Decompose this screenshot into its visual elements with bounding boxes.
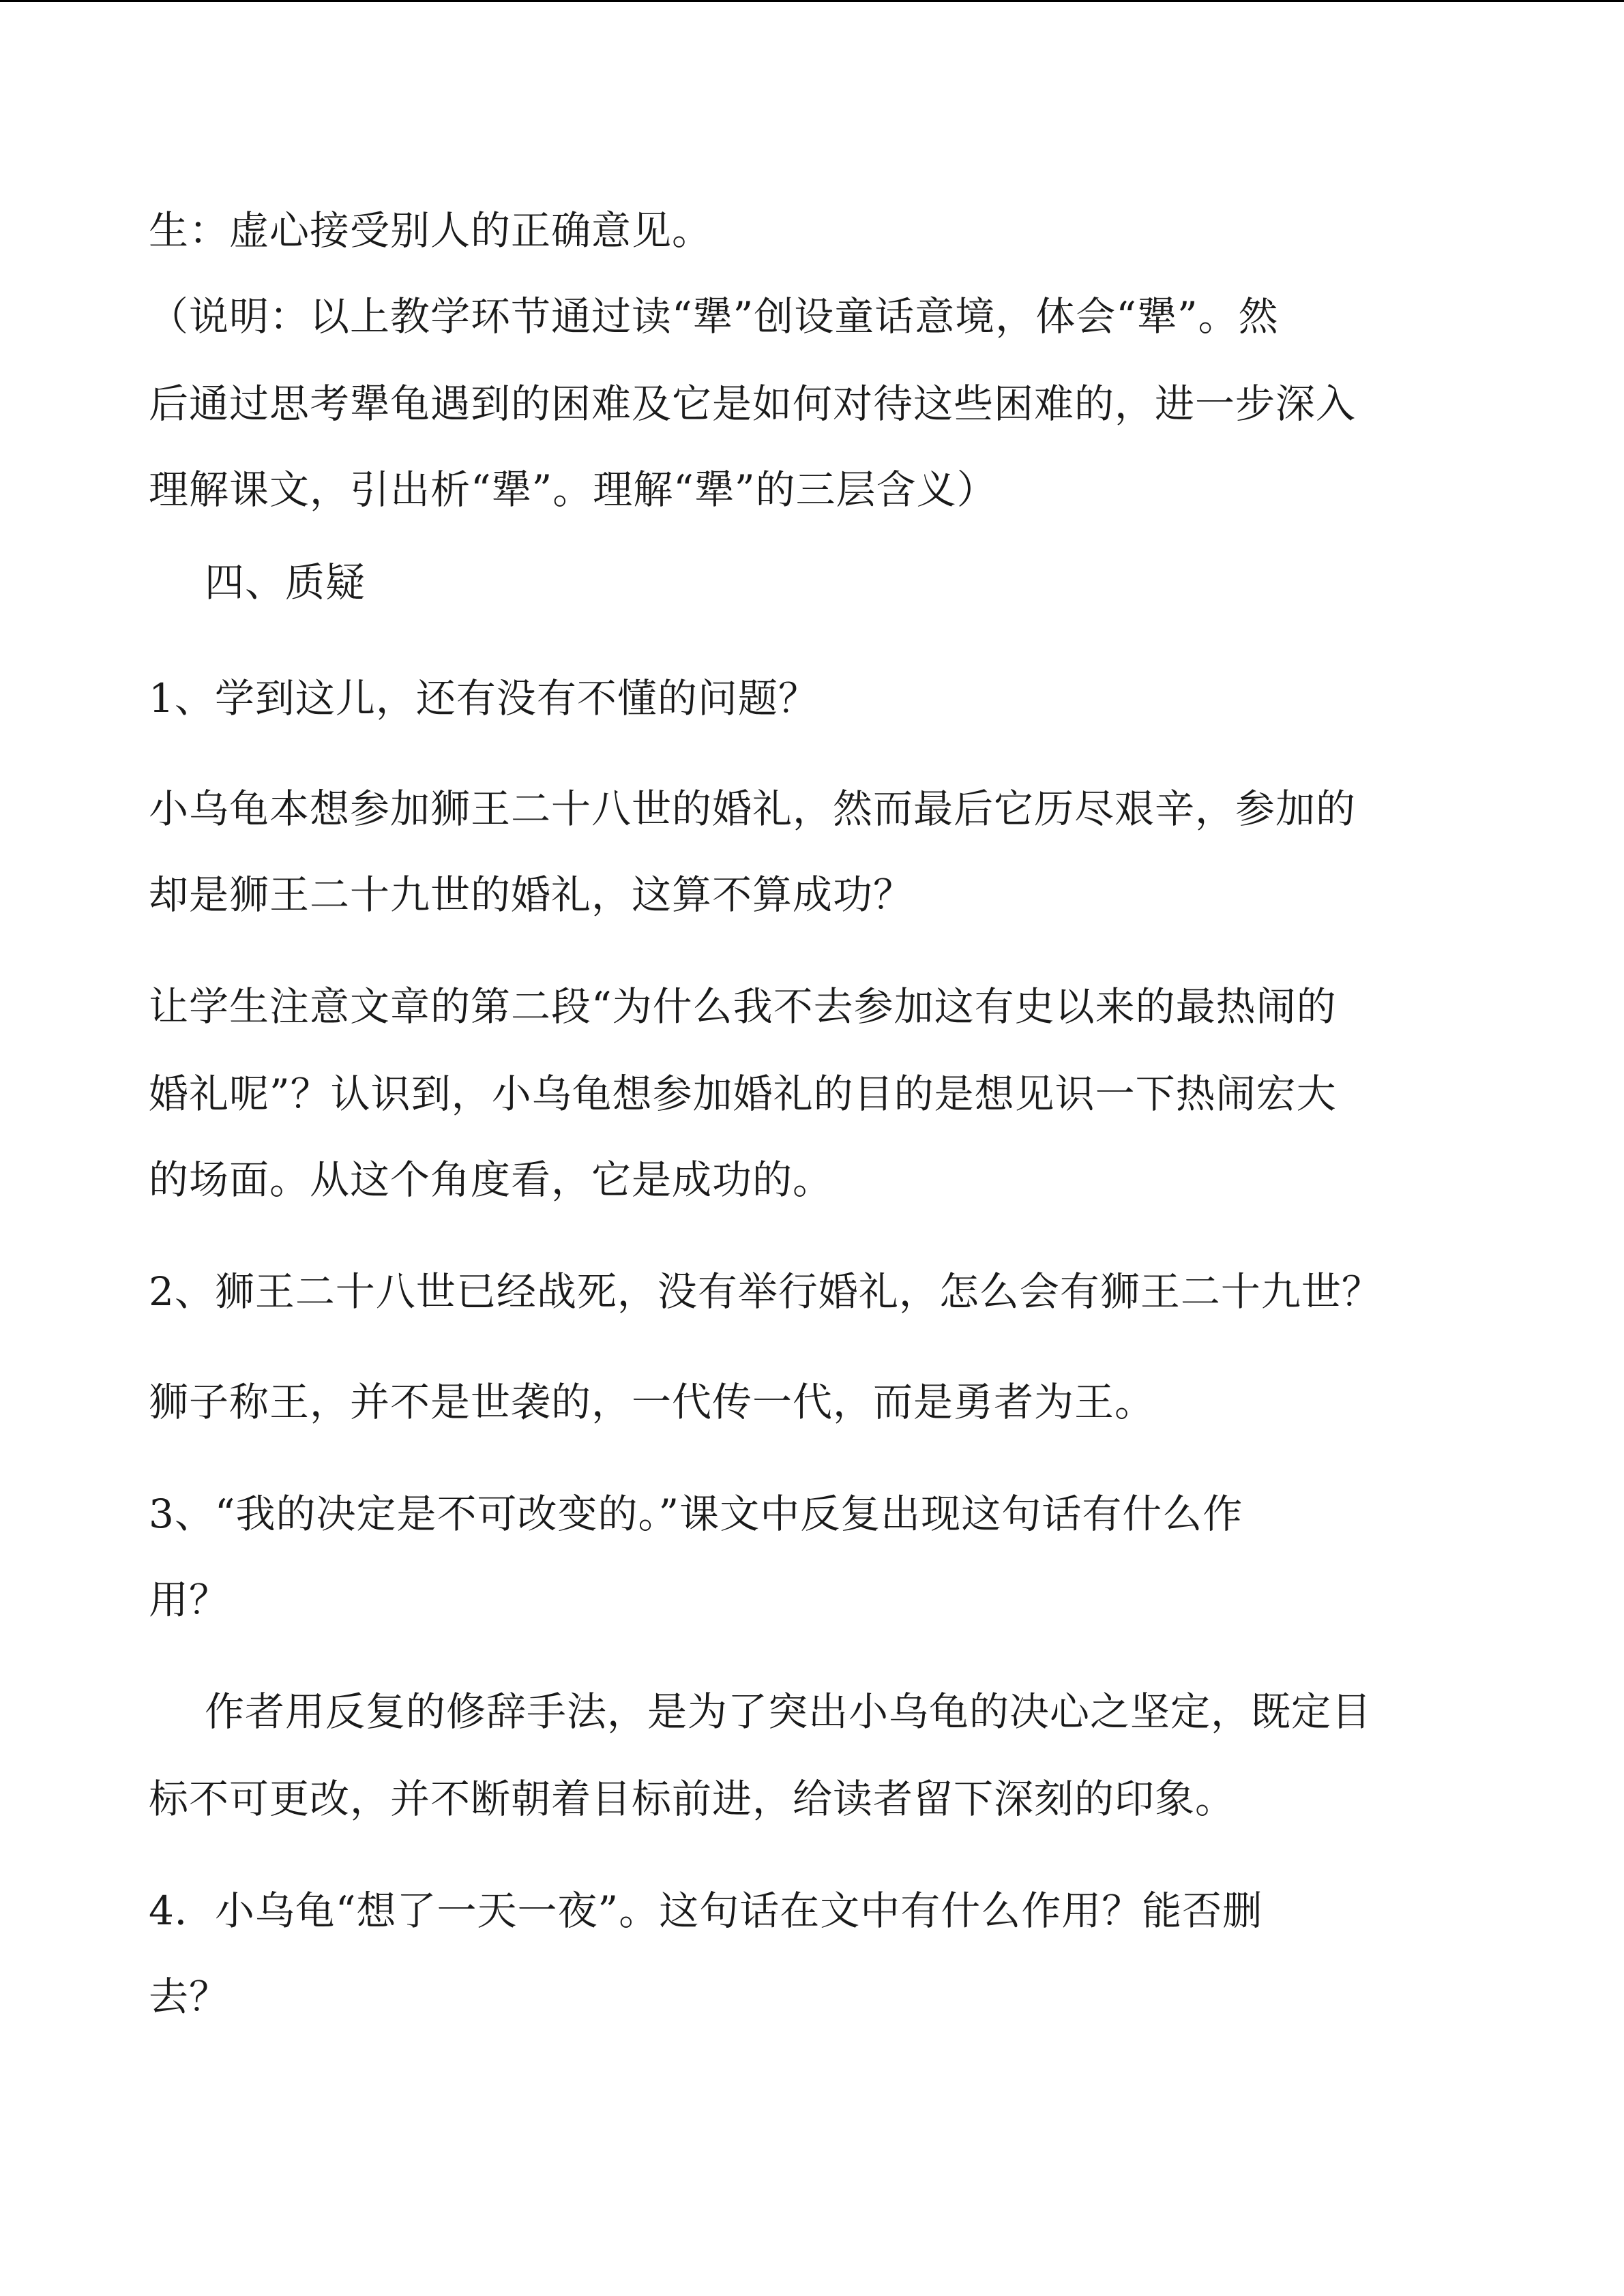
question-3-line-2: 用？ bbox=[149, 1577, 230, 1623]
answer-1-line-2: 却是狮王二十九世的婚礼，这算不算成功？ bbox=[149, 871, 914, 918]
answer-3-line-2: 标不可更改，并不断朝着目标前进，给读者留下深刻的印象。 bbox=[149, 1776, 1236, 1822]
text-line-note-2: 后通过思考犟龟遇到的困难及它是如何对待这些困难的，进一步深入 bbox=[149, 381, 1357, 427]
text-line-note-3: 理解课文，引出析“犟”。理解“犟”的三层含义） bbox=[149, 466, 997, 513]
question-4-line-2: 去？ bbox=[149, 1973, 230, 2020]
question-2: 2、狮王二十八世已经战死，没有举行婚礼，怎么会有狮王二十九世？ bbox=[149, 1268, 1382, 1315]
question-4-line-1: 4．小乌龟“想了一天一夜”。这句话在文中有什么作用？能否删 bbox=[149, 1888, 1263, 1934]
answer-2: 狮子称王，并不是世袭的，一代传一代，而是勇者为王。 bbox=[149, 1379, 1155, 1425]
answer-1-line-1: 小乌龟本想参加狮王二十八世的婚礼，然而最后它历尽艰辛，参加的 bbox=[149, 786, 1357, 832]
text-line-note-1: （说明：以上教学环节通过读“犟”创设童话意境，体会“犟”。然 bbox=[149, 293, 1279, 340]
section-heading-questions: 四、质疑 bbox=[205, 559, 366, 606]
top-border-line bbox=[0, 0, 1624, 2]
text-line-student-answer: 生：虚心接受别人的正确意见。 bbox=[149, 207, 713, 254]
question-3-line-1: 3、“我的决定是不可改变的。”课文中反复出现这句话有什么作 bbox=[149, 1491, 1243, 1537]
question-1: 1、学到这儿，还有没有不懂的问题？ bbox=[149, 675, 818, 721]
answer-1-line-4: 婚礼呢”？认识到，小乌龟想参加婚礼的目的是想见识一下热闹宏大 bbox=[149, 1071, 1337, 1117]
answer-1-line-5: 的场面。从这个角度看，它是成功的。 bbox=[149, 1157, 833, 1203]
answer-3-line-1: 作者用反复的修辞手法，是为了突出小乌龟的决心之坚定，既定目 bbox=[205, 1688, 1372, 1735]
answer-1-line-3: 让学生注意文章的第二段“为什么我不去参加这有史以来的最热闹的 bbox=[149, 983, 1337, 1030]
